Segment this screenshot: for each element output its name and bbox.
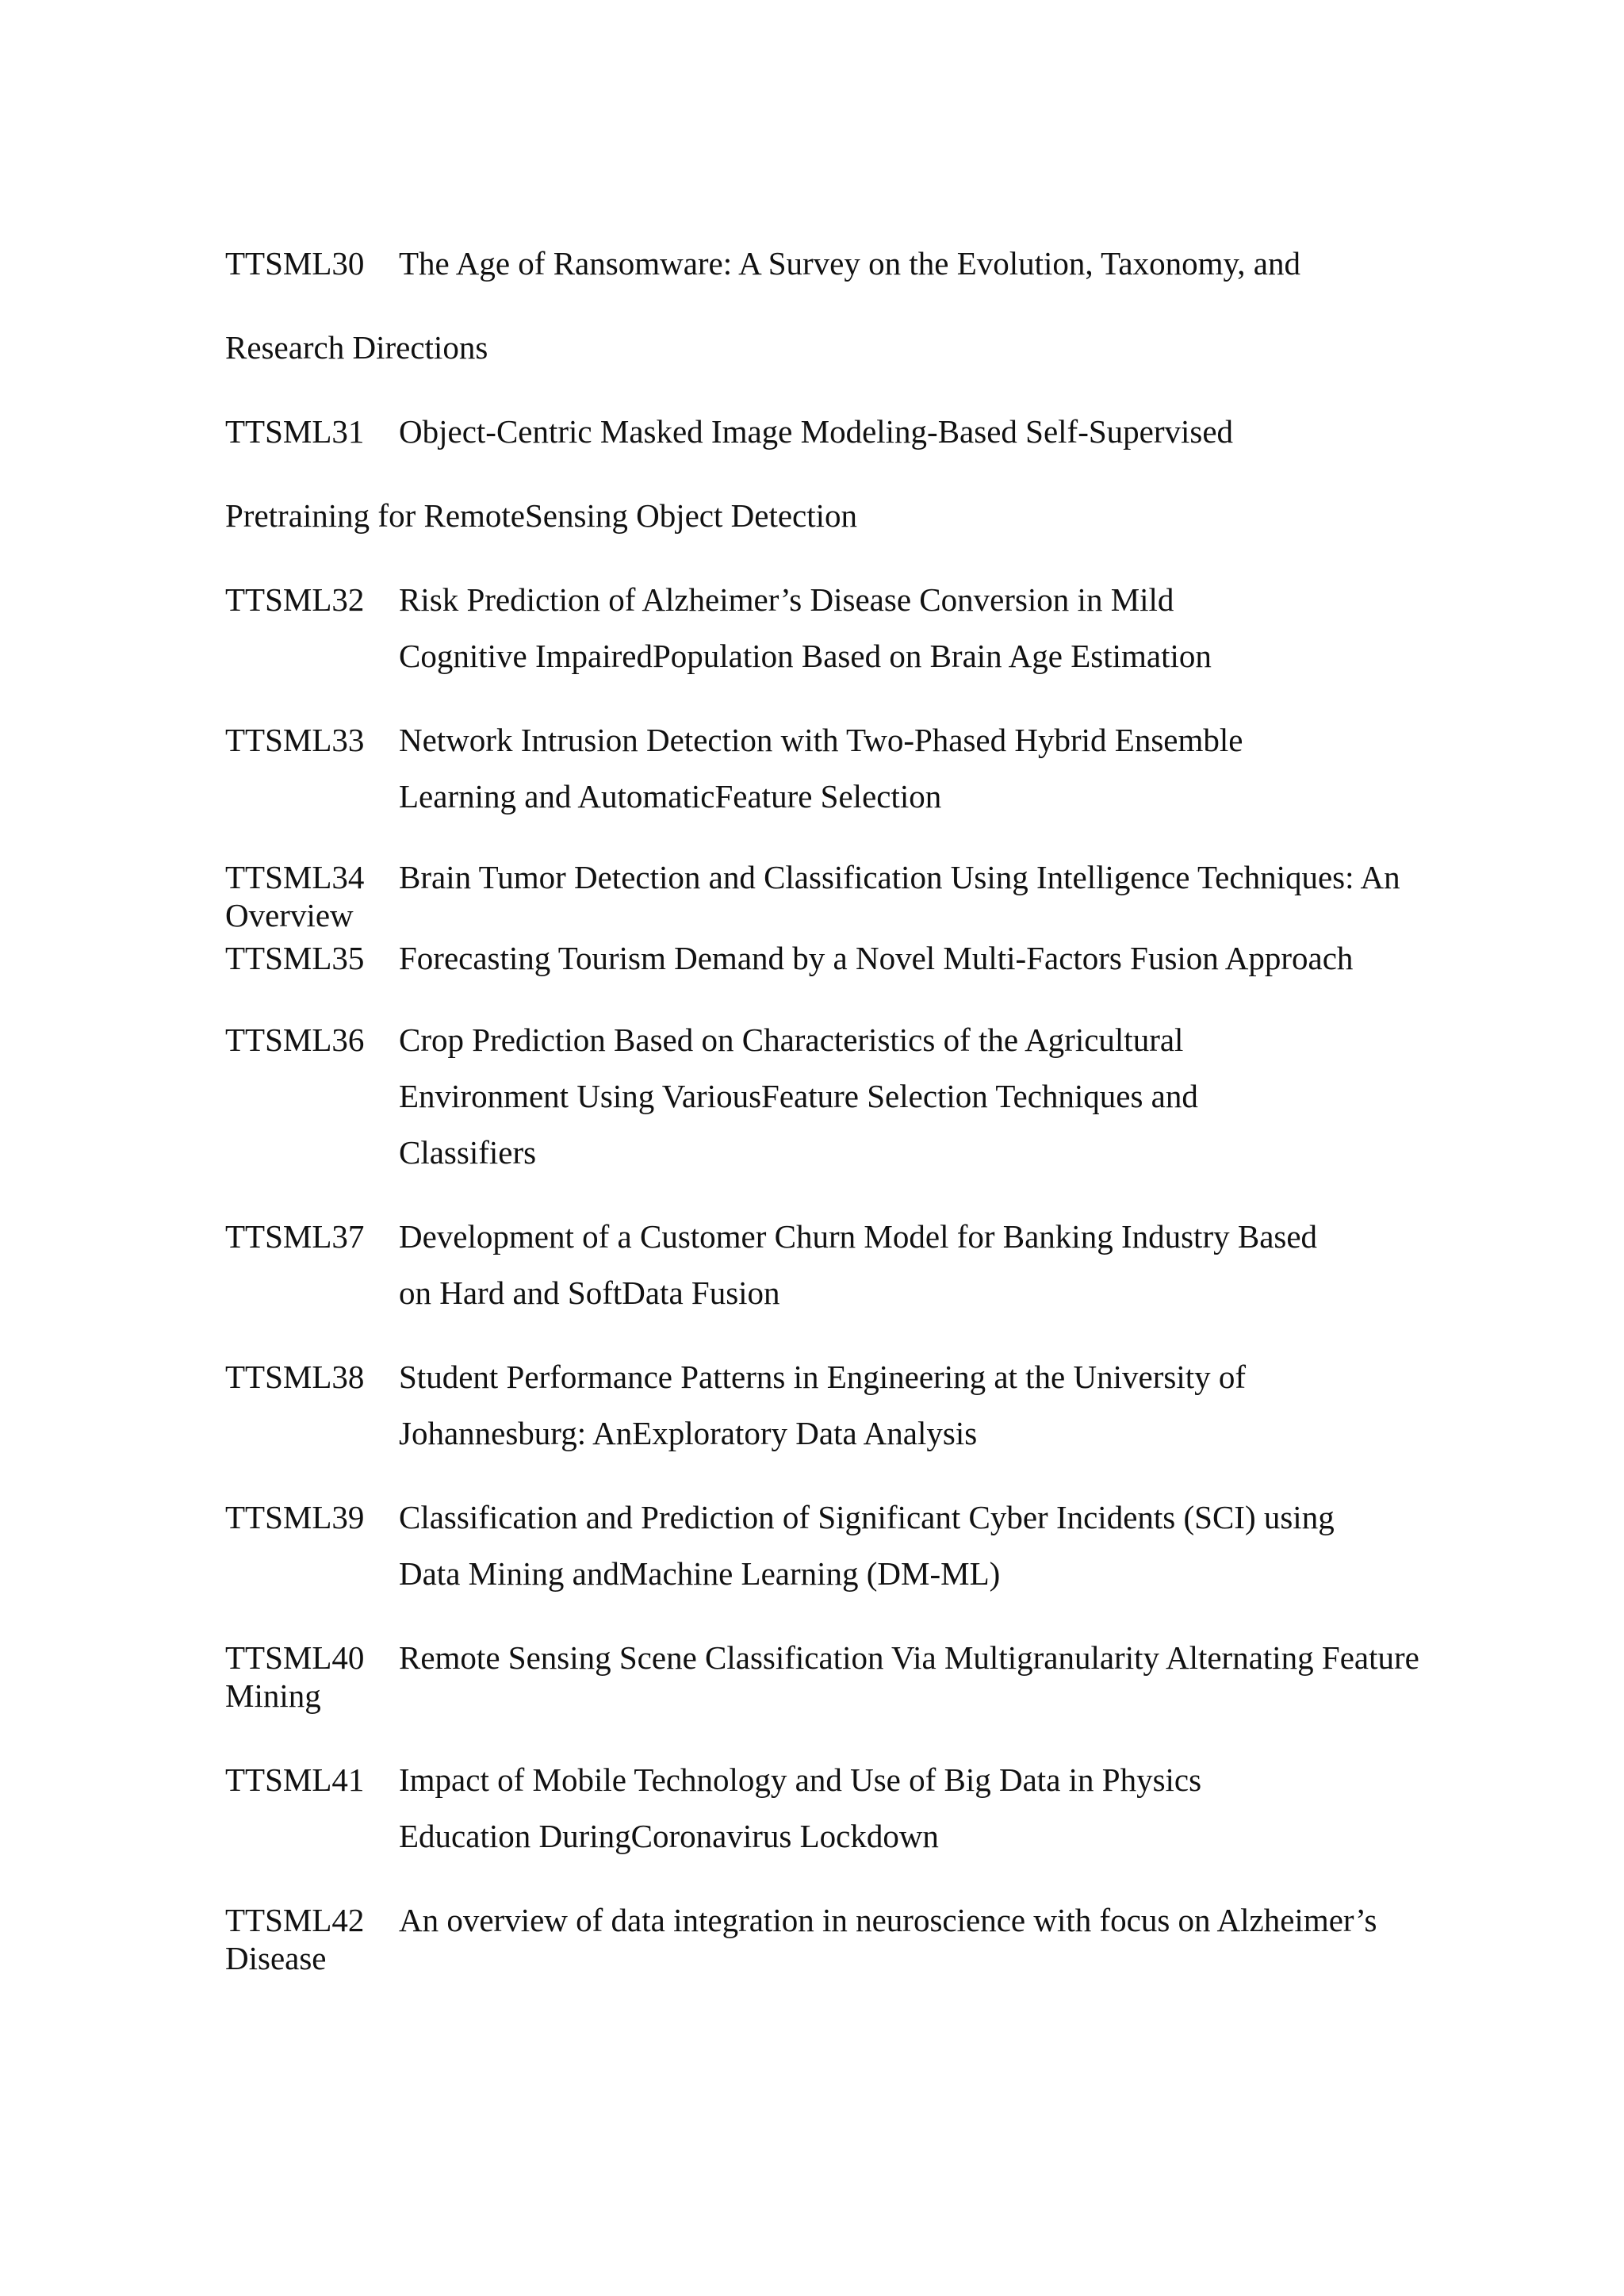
- entry-code: TTSML34: [225, 859, 365, 895]
- entry-code: TTSML30: [225, 245, 365, 282]
- entry-title-line: The Age of Ransomware: A Survey on the Evolution, Taxonomy, and: [399, 245, 1300, 282]
- entry-code: TTSML33: [225, 722, 365, 758]
- entry-title-line: Disease: [225, 1940, 327, 1976]
- entry-code: TTSML39: [225, 1499, 365, 1535]
- entry-code: TTSML32: [225, 581, 365, 618]
- entry-code: TTSML42: [225, 1902, 365, 1938]
- entry-title-line: Overview: [225, 897, 354, 933]
- entry-code: TTSML31: [225, 413, 365, 450]
- entry-title-line: Classification and Prediction of Significant Cyber Incidents (SCI) using: [399, 1499, 1335, 1535]
- entry-title-line: Development of a Customer Churn Model for Banking Industry Based: [399, 1218, 1318, 1255]
- entry-title-line: Classifiers: [399, 1134, 537, 1171]
- entry-code: TTSML40: [225, 1639, 365, 1676]
- entry-title-line: Forecasting Tourism Demand by a Novel Multi-Factors Fusion Approach: [399, 940, 1354, 976]
- entry-title-line: Cognitive ImpairedPopulation Based on Brain Age Estimation: [399, 638, 1212, 674]
- entry-title-line: Pretraining for RemoteSensing Object Detection: [225, 497, 858, 534]
- entry-code: TTSML35: [225, 940, 365, 976]
- entry-code: TTSML37: [225, 1218, 365, 1255]
- entry-title-line: Object-Centric Masked Image Modeling-Based Self-Supervised: [399, 413, 1234, 450]
- entry-title-line: Risk Prediction of Alzheimer’s Disease Conversion in Mild: [399, 581, 1174, 618]
- entry-title-line: Education DuringCoronavirus Lockdown: [399, 1818, 939, 1854]
- entry-title-line: Remote Sensing Scene Classification Via Multigranularity Alternating Feature: [399, 1639, 1419, 1676]
- entry-title-line: Crop Prediction Based on Characteristics of the Agricultural: [399, 1022, 1184, 1058]
- entry-title-line: Network Intrusion Detection with Two-Phased Hybrid Ensemble: [399, 722, 1243, 758]
- entry-code: TTSML41: [225, 1761, 365, 1798]
- entry-code: TTSML38: [225, 1359, 365, 1395]
- entry-title-line: on Hard and SoftData Fusion: [399, 1274, 780, 1311]
- entry-title-line: An overview of data integration in neuroscience with focus on Alzheimer’s: [399, 1902, 1377, 1938]
- entry-title-line: Learning and AutomaticFeature Selection: [399, 778, 942, 815]
- entry-title-line: Data Mining andMachine Learning (DM-ML): [399, 1555, 1001, 1592]
- entry-title-line: Mining: [225, 1677, 321, 1714]
- entry-title-line: Research Directions: [225, 329, 488, 366]
- entry-code: TTSML36: [225, 1022, 365, 1058]
- entry-title-line: Johannesburg: AnExploratory Data Analysis: [399, 1415, 978, 1451]
- entry-title-line: Environment Using VariousFeature Selection Techniques and: [399, 1078, 1198, 1114]
- entry-title-line: Brain Tumor Detection and Classification Using Intelligence Techniques: An: [399, 859, 1400, 895]
- entry-title-line: Student Performance Patterns in Engineering at the University of: [399, 1359, 1247, 1395]
- entry-title-line: Impact of Mobile Technology and Use of Big Data in Physics: [399, 1761, 1202, 1798]
